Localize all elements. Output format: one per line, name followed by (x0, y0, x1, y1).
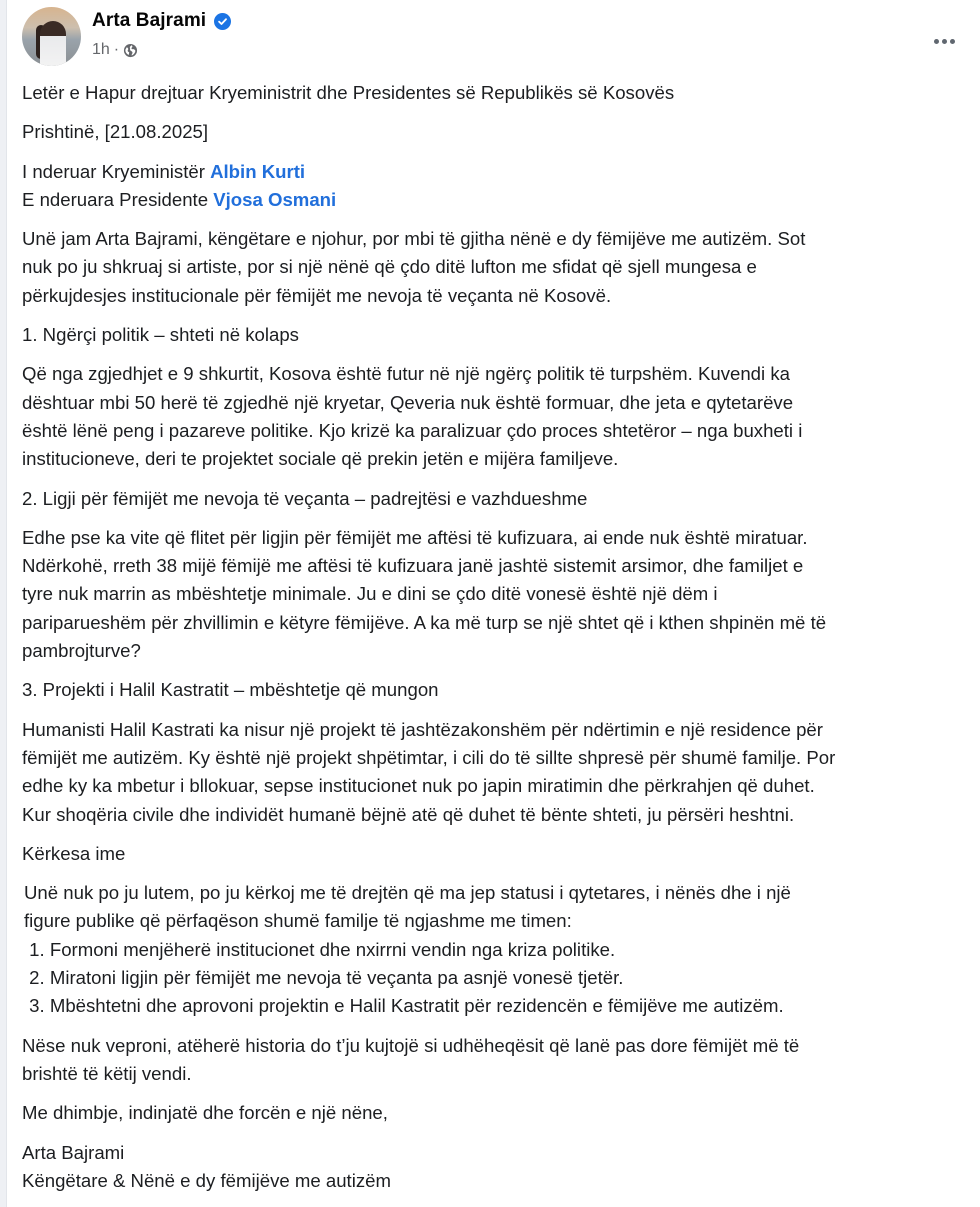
intro-paragraph: Unë jam Arta Bajrami, këngëtare e njohur, por mbi të gjitha nënë e dy fëmijëve me autizëm. Sot nuk po ju shkruaj si artiste, por si një nënë që çdo ditë lufton me sfidat që sjell mungesa e përkujdesjes institucionale për fëmijët me nevoja të veçanta në Kosovë. (22, 228, 806, 306)
letter-place-date: Prishtinë, [21.08.2025] (22, 121, 209, 143)
signature-title: Këngëtare & Nënë e dy fëmijëve me autizëm (22, 1169, 391, 1191)
request-item: 1. Formoni menjëherë institucionet dhe nxirrni vendin nga kriza politike. (24, 938, 616, 960)
section-paragraph: Edhe pse ka vite që flitet për ligjin për fëmijët me aftësi të kufizuara, ai ende nuk është miratuar. Ndërkohë, rreth 38 mijë fëmijë me aftësi të kufizuara janë jashtë sistemit arsimor, dhe familjet e tyre nuk marrin as mbështetje minimale. Ju e dini se çdo ditë vonesë është një dëm i pariparueshëm për zhvillimin e këtyre fëmijëve. A ka më turp se një shtet që i kthen shpinën më të pambrojturve? (22, 526, 827, 662)
more-options-button[interactable] (926, 27, 962, 55)
feed-left-edge (0, 0, 7, 1207)
more-horizontal-icon (950, 39, 955, 44)
section-heading: 3. Projekti i Halil Kastratit – mbështetje që mungon (22, 679, 439, 701)
section-paragraph: Humanisti Halil Kastrati ka nisur një projekt të jashtëzakonshëm për ndërtimin e një residence për fëmijët me autizëm. Ky është një projekt shpëtimtar, i cili do të sillte shpresë për shumë familje. Por edhe ky ka mbetur i bllokuar, sepse institucionet nuk po japin miratimin dhe përkrahjen që duhet. Kur shoqëria civile dhe individët humanë bëjnë atë që duhet të bënte shteti, ju përsëri heshtni. (22, 718, 836, 825)
request-item: 2. Miratoni ligjin për fëmijët me nevoja të veçanta pa asnjë vonesë tjetër. (24, 967, 624, 989)
globe-icon[interactable] (123, 43, 138, 58)
verified-badge-icon (214, 13, 231, 30)
avatar-figure (40, 21, 66, 66)
request-item: 3. Mbështetni dhe aprovoni projektin e Halil Kastratit për rezidencën e fëmijëve me autizëm. (24, 995, 784, 1017)
avatar[interactable] (22, 7, 81, 66)
mention-link[interactable]: Vjosa Osmani (213, 188, 337, 210)
request-heading: Kërkesa ime (22, 842, 126, 864)
more-horizontal-icon (934, 39, 939, 44)
section-heading: 1. Ngërçi politik – shteti në kolaps (22, 324, 299, 346)
warning-paragraph: Nëse nuk veproni, atëherë historia do t’ju kujtojë si udhëheqësit që lanë pas dore fëmijët më të brishtë të këtij vendi. (22, 1034, 800, 1084)
request-paragraph: Unë nuk po ju lutem, po ju kërkoj me të drejtën që ma jep statusi i qytetares, i nënës dhe i një figure publike që përfaqëson shumë familje të ngjashme me timen: 1. Formoni menjëherë institucionet dhe nxirrni vendin nga kriza politike. 2. Miratoni ligjin për fëmijët me nevoja të veçanta pa asnjë vonesë tjetër. 3. Mbështetni dhe aprovoni projektin e Halil Kastratit për rezidencën e fëmijëve me autizëm. (22, 879, 972, 1020)
closing-line: Me dhimbje, indinjatë dhe forcën e një nëne, (22, 1102, 388, 1124)
post-timestamp[interactable]: 1h (92, 41, 110, 58)
author-name[interactable]: Arta Bajrami (92, 10, 207, 31)
post-meta (92, 41, 138, 59)
salutation-line: E nderuara Presidente Vjosa Osmani (22, 188, 337, 210)
section-paragraph: Që nga zgjedhjet e 9 shkurtit, Kosova është futur në një ngërç politik të turpshëm. Kuvendi ka dështuar mbi 50 herë të zgjedhë një kryetar, Qeveria nuk është formuar, dhe jeta e qytetarëve është lënë peng i pazareve politike. Kjo krizë ka paralizuar çdo proces shtetëror – nga buxheti i institucioneve, deri te projektet sociale që prekin jetën e mijëra familjeve. (22, 363, 803, 470)
more-horizontal-icon (942, 39, 947, 44)
signature (22, 1139, 972, 1196)
letter-title: Letër e Hapur drejtuar Kryeministrit dhe Presidentes së Republikës së Kosovës (22, 82, 675, 103)
section-heading: 2. Ligji për fëmijët me nevoja të veçanta – padrejtësi e vazhdueshme (22, 487, 588, 509)
mention-link[interactable]: Albin Kurti (210, 160, 306, 182)
author-row (92, 10, 231, 32)
signature-name: Arta Bajrami (22, 1141, 125, 1163)
letter-salutation (22, 158, 972, 215)
post-header (22, 7, 980, 67)
post-body (22, 79, 972, 1206)
meta-separator: · (113, 41, 120, 58)
salutation-line: I nderuar Kryeministër Albin Kurti (22, 160, 306, 182)
